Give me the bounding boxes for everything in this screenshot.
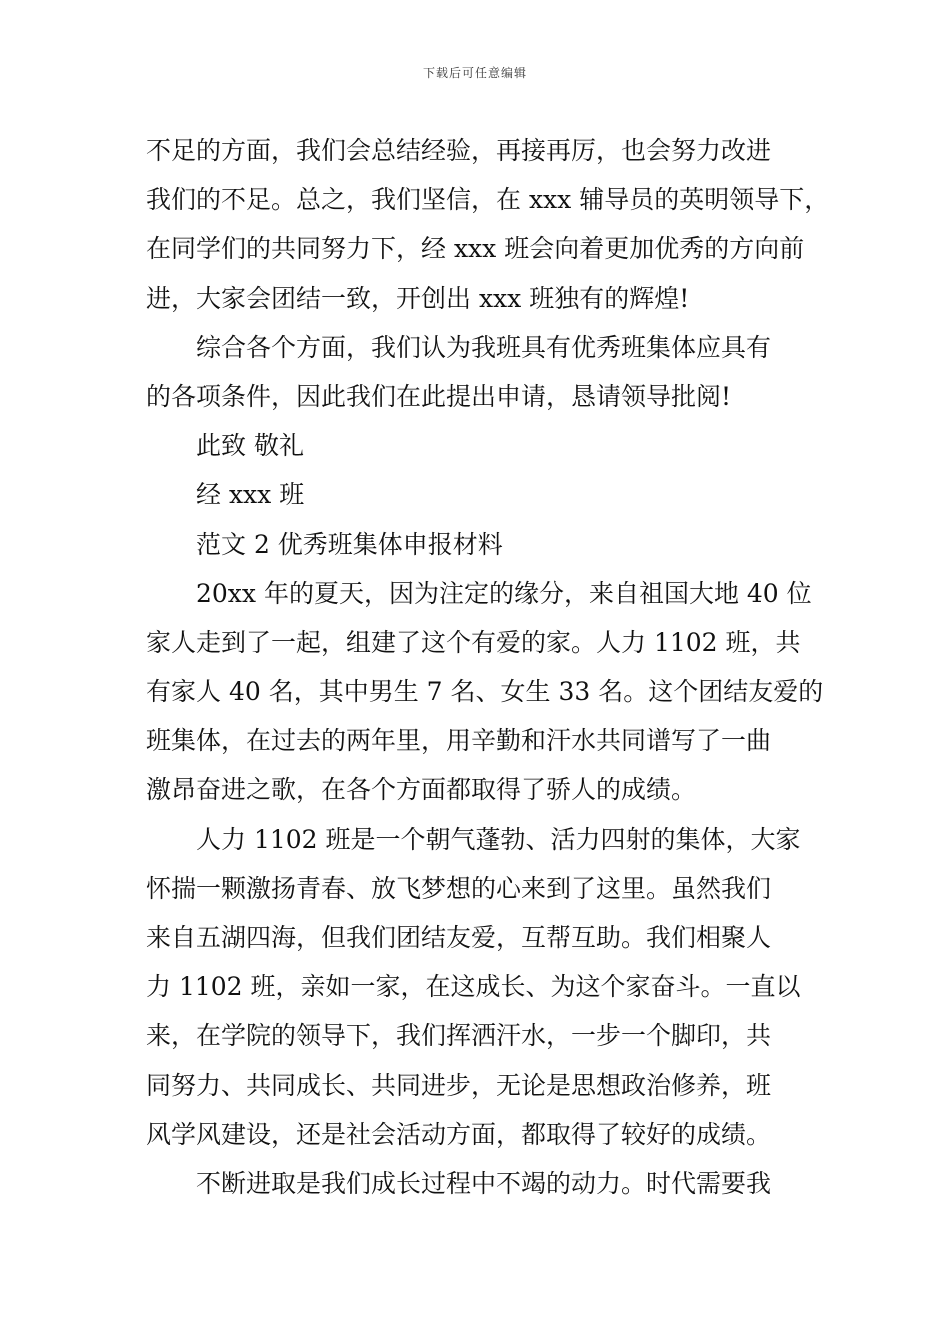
text-line: 有家人 40 名，其中男生 7 名、女生 33 名。这个团结友爱的 (146, 677, 824, 707)
section-title: 范文 2 优秀班集体申报材料 (196, 529, 503, 559)
document-body (146, 126, 830, 1208)
text-line: 风学风建设，还是社会活动方面，都取得了较好的成绩。 (146, 1119, 772, 1149)
text-line: 家人走到了一起，组建了这个有爱的家。人力 1102 班，共 (146, 627, 801, 657)
paragraph-start-line: 20xx 年的夏天，因为注定的缘分，来自祖国大地 40 位 (196, 578, 812, 608)
text-line: 力 1102 班，亲如一家，在这成长、为这个家奋斗。一直以 (146, 972, 801, 1002)
text-line: 来自五湖四海，但我们团结友爱，互帮互助。我们相聚人 (146, 923, 772, 952)
text-line: 不足的方面，我们会总结经验，再接再厉，也会努力改进 (146, 136, 772, 165)
text-line: 班集体，在过去的两年里，用辛勤和汗水共同谱写了一曲 (146, 726, 772, 756)
text-line: 同努力、共同成长、共同进步，无论是思想政治修养，班 (146, 1070, 772, 1100)
text-line: 在同学们的共同努力下，经 xxx 班会向着更加优秀的方向前 (146, 234, 805, 264)
paragraph-start-line: 综合各个方面，我们认为我班具有优秀班集体应具有 (196, 332, 772, 362)
signature-line: 经 xxx 班 (196, 480, 305, 510)
paragraph-start-line: 人力 1102 班是一个朝气蓬勃、活力四射的集体，大家 (196, 824, 801, 854)
text-line: 我们的不足。总之，我们坚信，在 xxx 辅导员的英明领导下， (146, 185, 830, 215)
text-line: 进，大家会团结一致，开创出 xxx 班独有的辉煌! (146, 283, 690, 313)
text-line: 的各项条件，因此我们在此提出申请，恳请领导批阅! (146, 381, 732, 411)
text-line: 激昂奋进之歌，在各个方面都取得了骄人的成绩。 (146, 775, 697, 805)
text-line: 怀揣一颗激扬青春、放飞梦想的心来到了这里。虽然我们 (146, 873, 772, 903)
closing-salutation: 此致 敬礼 (196, 431, 304, 461)
paragraph-start-line: 不断进取是我们成长过程中不竭的动力。时代需要我 (196, 1168, 772, 1198)
text-line: 来，在学院的领导下，我们挥洒汗水，一步一个脚印，共 (146, 1021, 772, 1051)
page-header: 下载后可任意编辑 (422, 66, 527, 80)
